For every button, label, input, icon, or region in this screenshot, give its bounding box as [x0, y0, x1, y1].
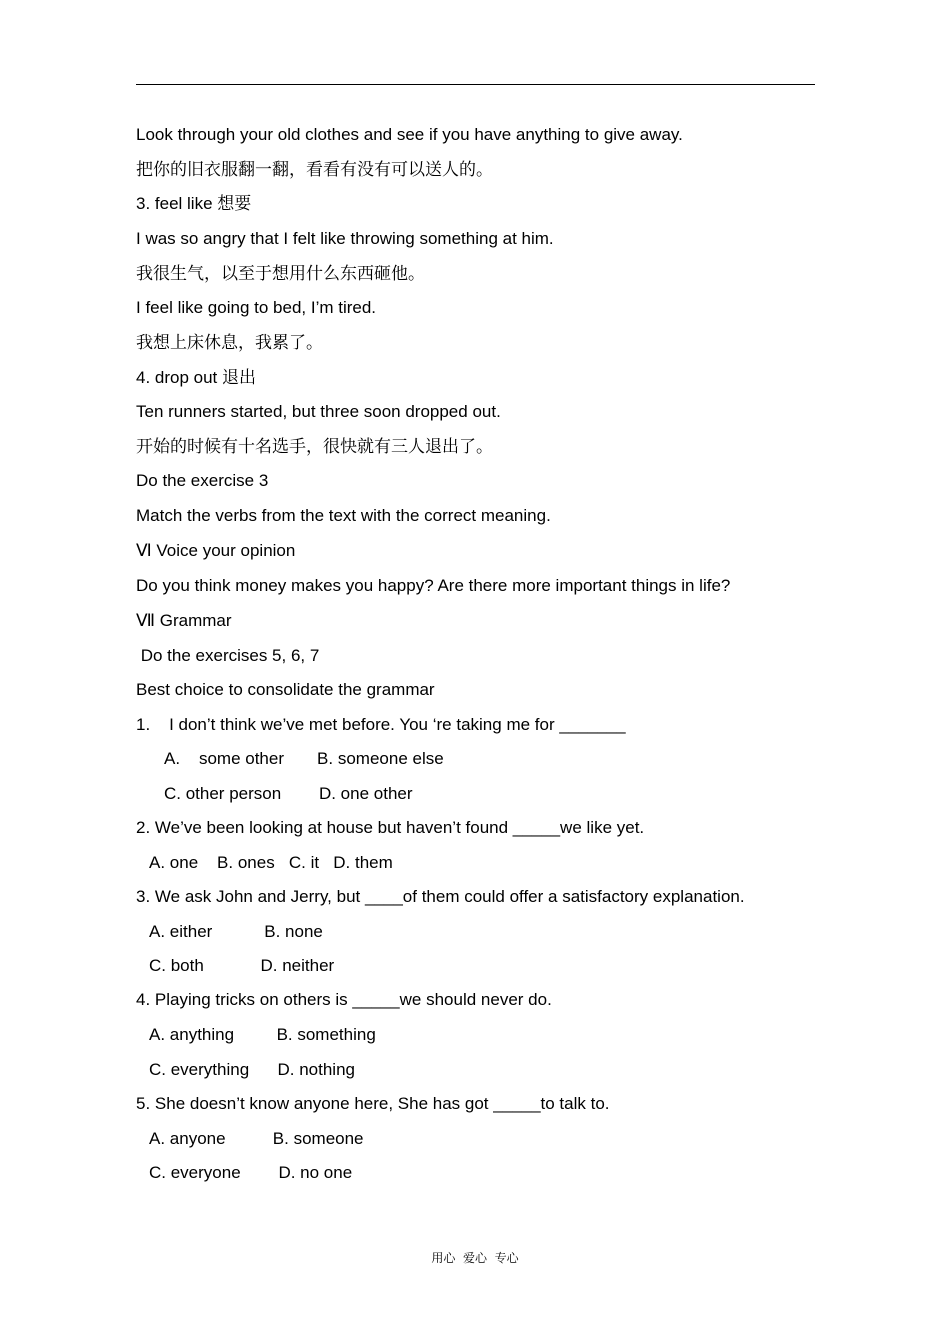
text-line-chinese: 把你的旧衣服翻一翻，看看有没有可以送人的。: [136, 160, 493, 180]
text-line: Match the verbs from the text with the correct meaning.: [136, 506, 551, 525]
text-line: Best choice to consolidate the grammar: [136, 680, 435, 699]
phrase-heading: 4. drop out 退出: [136, 368, 257, 387]
text-line: Do the exercises 5, 6, 7: [136, 646, 320, 665]
question-options: C. everything D. nothing: [149, 1060, 355, 1079]
text-line: Do the exercise 3: [136, 471, 269, 490]
question-options: C. both D. neither: [149, 956, 335, 975]
text-line-chinese: 我想上床休息，我累了。: [136, 333, 323, 353]
header-rule: [136, 84, 815, 85]
text-line: I feel like going to bed, I’m tired.: [136, 298, 377, 317]
text-line: Do you think money makes you happy? Are there more important things in life?: [136, 576, 731, 595]
text-line: Ten runners started, but three soon dropped out.: [136, 402, 501, 421]
question-options: A. anything B. something: [149, 1025, 376, 1044]
question-stem: 5. She doesn’t know anyone here, She has got _____to talk to.: [136, 1094, 610, 1113]
text-line-chinese: 我很生气，以至于想用什么东西砸他。: [136, 264, 425, 284]
question-stem: 4. Playing tricks on others is _____we should never do.: [136, 990, 552, 1009]
question-options: A. one B. ones C. it D. them: [149, 853, 393, 872]
question-stem: 2. We’ve been looking at house but haven’t found _____we like yet.: [136, 818, 645, 837]
section-heading: Ⅵ Voice your opinion: [136, 541, 296, 560]
text-line: Look through your old clothes and see if you have anything to give away.: [136, 125, 683, 144]
text-line: I was so angry that I felt like throwing something at him.: [136, 229, 554, 248]
question-options: C. other person D. one other: [164, 784, 413, 803]
page-footer: 用心 爱心 专心: [431, 1251, 519, 1265]
text-line-chinese: 开始的时候有十名选手，很快就有三人退出了。: [136, 437, 493, 457]
question-options: C. everyone D. no one: [149, 1163, 353, 1182]
question-stem: 1. I don’t think we’ve met before. You ‘re taking me for _______: [136, 715, 626, 734]
question-options: A. either B. none: [149, 922, 323, 941]
phrase-heading: 3. feel like 想要: [136, 194, 252, 213]
question-options: A. some other B. someone else: [164, 749, 444, 768]
section-heading: Ⅶ Grammar: [136, 611, 232, 630]
question-stem: 3. We ask John and Jerry, but ____of them could offer a satisfactory explanation.: [136, 887, 745, 906]
question-options: A. anyone B. someone: [149, 1129, 364, 1148]
